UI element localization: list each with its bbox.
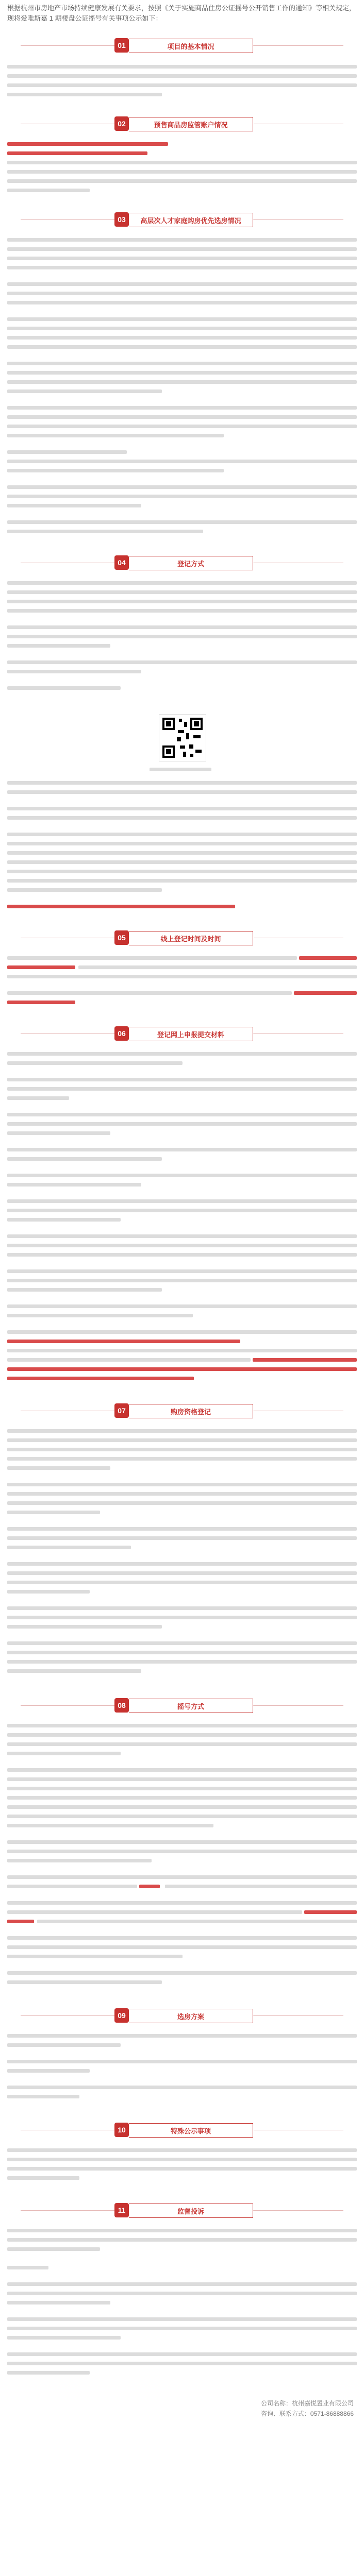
section-header-09: 09 选房方案: [0, 2005, 364, 2026]
footer-company: 公司名称：杭州嘉悦置业有限公司: [260, 2400, 354, 2407]
section-header-05: 05 线上登记时间及时间: [0, 927, 364, 948]
section-header-06: 06 登记网上申报提交材料: [0, 1023, 364, 1044]
section-header-03: 03 高层次人才家庭购房优先选房情况: [0, 209, 364, 230]
section-header-11: 11 监督投诉: [0, 2200, 364, 2221]
section-title: 项目的基本情况: [129, 39, 253, 53]
qr-code-image: [159, 714, 206, 761]
section-header-08: 08 摇号方式: [0, 1695, 364, 1716]
section-header-04: 04 登记方式: [0, 552, 364, 573]
section-header-07: 07 购房资格登记: [0, 1400, 364, 1421]
section-number: 01: [114, 38, 129, 53]
footer-contact: 咨询、联系方式：0571-86888866: [260, 2410, 354, 2417]
section-header-01: [0, 35, 364, 56]
section-header-10: 10 特殊公示事项: [0, 2120, 364, 2140]
intro-text: 根据杭州市房地产市场持续健康发展有关要求，按照《关于实施商品住房公证摇号公开销售工作的通知》等相关规定，现将爱唯斯嘉 1 期楼盘公证摇号有关事项公示如下：: [7, 4, 356, 22]
section-header-02: 02 预售商品房监管账户情况: [0, 113, 364, 134]
